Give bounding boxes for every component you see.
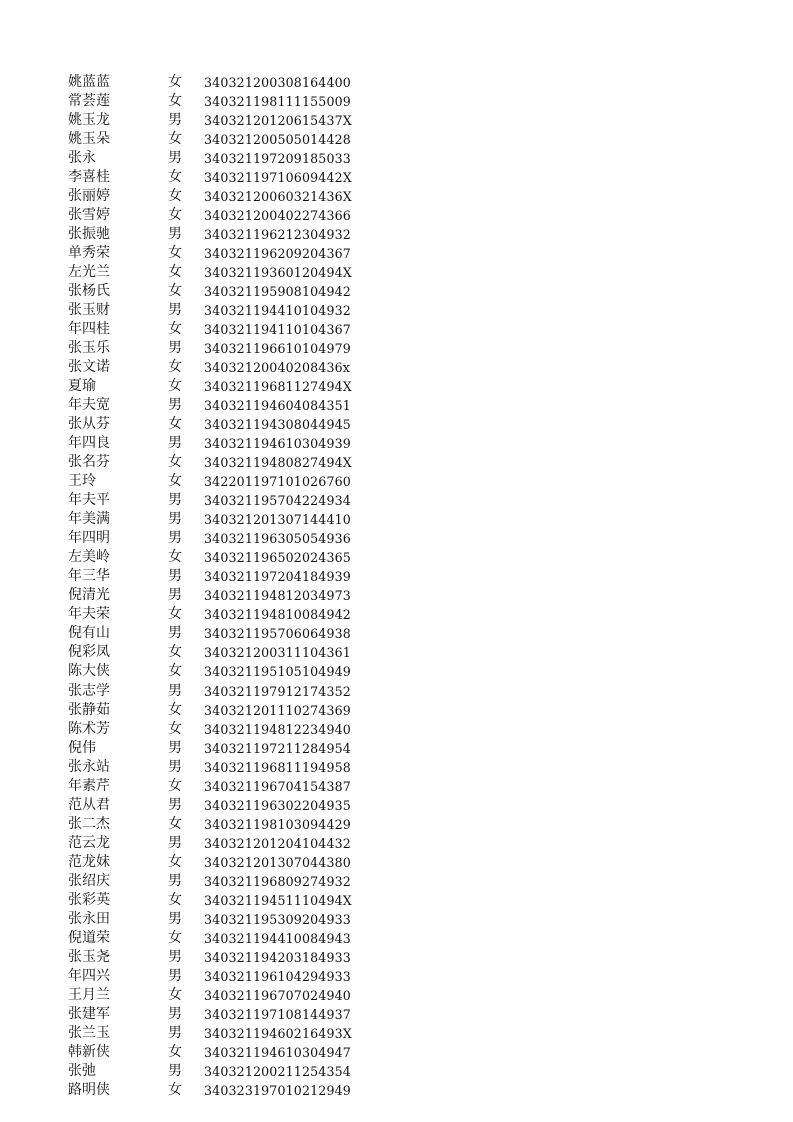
table-row <box>68 739 368 758</box>
id-number-cell: 340321196302204935 <box>204 797 351 813</box>
id-number-cell: 340321194812034973 <box>204 588 351 604</box>
id-number-cell: 340321196610104979 <box>204 341 351 357</box>
name-cell: 倪清光 <box>68 587 110 604</box>
gender-cell: 男 <box>168 1005 182 1022</box>
gender-cell: 女 <box>168 1081 182 1098</box>
gender-cell: 男 <box>168 1062 182 1079</box>
name-cell: 张杨氏 <box>68 283 110 300</box>
id-number-cell: 340321196209204367 <box>204 246 351 262</box>
gender-cell: 男 <box>168 397 182 414</box>
table-row <box>68 320 368 339</box>
gender-cell: 男 <box>168 834 182 851</box>
name-cell: 张永田 <box>68 910 110 927</box>
name-cell: 年四良 <box>68 435 110 452</box>
name-cell: 张彩英 <box>68 891 110 908</box>
name-cell: 年素芹 <box>68 777 110 794</box>
name-cell: 年三华 <box>68 568 110 585</box>
table-row <box>68 834 368 853</box>
table-row <box>68 720 368 739</box>
name-cell: 姚蓝蓝 <box>68 74 110 90</box>
name-cell: 年夫平 <box>68 492 110 509</box>
gender-cell: 男 <box>168 340 182 357</box>
id-number-cell: 340321194610304939 <box>204 436 351 452</box>
id-number-cell: 340321197204184939 <box>204 569 351 585</box>
gender-cell: 女 <box>168 777 182 794</box>
name-cell: 年夫宽 <box>68 397 110 414</box>
gender-cell: 男 <box>168 568 182 585</box>
gender-cell: 女 <box>168 1043 182 1060</box>
name-cell: 张兰玉 <box>68 1024 110 1041</box>
id-number-cell: 340321195105104949 <box>204 664 351 680</box>
gender-cell: 男 <box>168 796 182 813</box>
gender-cell: 女 <box>168 929 182 946</box>
name-cell: 张振驰 <box>68 226 110 243</box>
table-row <box>68 948 368 967</box>
gender-cell: 女 <box>168 549 182 566</box>
gender-cell: 男 <box>168 739 182 756</box>
id-number-cell: 34032120120615437X <box>204 113 352 129</box>
name-cell: 常荟莲 <box>68 93 110 110</box>
gender-cell: 男 <box>168 511 182 528</box>
table-row <box>68 662 368 681</box>
name-cell: 张弛 <box>68 1062 96 1079</box>
id-number-cell: 340321195309204933 <box>204 911 351 927</box>
id-number-cell: 34032120060321436X <box>204 189 352 205</box>
name-cell: 倪伟 <box>68 739 96 756</box>
gender-cell: 女 <box>168 283 182 300</box>
id-number-cell: 34032119710609442X <box>204 170 352 186</box>
id-number-cell: 340321200402274366 <box>204 208 351 224</box>
table-row <box>68 396 368 415</box>
id-number-cell: 34032119360120494X <box>204 265 352 281</box>
name-cell: 左光兰 <box>68 264 110 281</box>
id-number-cell: 340323197010212949 <box>204 1082 351 1098</box>
table-row <box>68 1024 368 1043</box>
table-row <box>68 206 368 225</box>
id-number-cell: 340321200311104361 <box>204 645 351 661</box>
gender-cell: 男 <box>168 967 182 984</box>
name-cell: 王月兰 <box>68 986 110 1003</box>
name-cell: 张雪婷 <box>68 207 110 224</box>
gender-cell: 女 <box>168 663 182 680</box>
name-cell: 张绍庆 <box>68 872 110 889</box>
gender-cell: 男 <box>168 587 182 604</box>
gender-cell: 男 <box>168 492 182 509</box>
table-row <box>68 415 368 434</box>
table-row <box>68 149 368 168</box>
table-row <box>68 548 368 567</box>
gender-cell: 男 <box>168 758 182 775</box>
name-cell: 范龙妹 <box>68 853 110 870</box>
table-row <box>68 1005 368 1024</box>
name-cell: 张永 <box>68 150 96 167</box>
table-row <box>68 643 368 662</box>
id-number-cell: 340321194308044945 <box>204 417 351 433</box>
id-number-cell: 340321198111155009 <box>204 94 351 110</box>
id-number-cell: 340321195706064938 <box>204 626 351 642</box>
table-row <box>68 1081 368 1100</box>
name-cell: 夏瑜 <box>68 378 96 395</box>
table-row <box>68 567 368 586</box>
name-cell: 姚玉朵 <box>68 131 110 148</box>
id-number-cell: 340321196811194958 <box>204 759 351 775</box>
table-row <box>68 510 368 529</box>
gender-cell: 男 <box>168 625 182 642</box>
id-number-cell: 34032119460216493X <box>204 1025 352 1041</box>
table-row <box>68 682 368 701</box>
table-row <box>68 187 368 206</box>
gender-cell: 男 <box>168 435 182 452</box>
name-cell: 张玉乐 <box>68 340 110 357</box>
gender-cell: 男 <box>168 150 182 167</box>
table-row <box>68 73 368 92</box>
gender-cell: 女 <box>168 321 182 338</box>
id-number-cell: 340321194604084351 <box>204 398 351 414</box>
name-cell: 张文诺 <box>68 359 110 376</box>
name-cell: 范从君 <box>68 796 110 813</box>
id-number-cell: 340321200308164400 <box>204 75 351 90</box>
id-number-cell: 340321194110104367 <box>204 322 351 338</box>
gender-cell: 女 <box>168 207 182 224</box>
gender-cell: 女 <box>168 701 182 718</box>
gender-cell: 男 <box>168 872 182 889</box>
table-row <box>68 872 368 891</box>
gender-cell: 男 <box>168 1024 182 1041</box>
table-row <box>68 624 368 643</box>
records-table <box>68 73 368 1100</box>
id-number-cell: 340321196707024940 <box>204 987 351 1003</box>
table-row <box>68 491 368 510</box>
id-number-cell: 340321194812234940 <box>204 721 351 737</box>
id-number-cell: 340321197912174352 <box>204 683 351 699</box>
name-cell: 左美岭 <box>68 549 110 566</box>
gender-cell: 女 <box>168 454 182 471</box>
table-row <box>68 586 368 605</box>
gender-cell: 女 <box>168 891 182 908</box>
gender-cell: 女 <box>168 169 182 186</box>
name-cell: 张丽婷 <box>68 188 110 205</box>
name-cell: 倪有山 <box>68 625 110 642</box>
name-cell: 张建军 <box>68 1005 110 1022</box>
name-cell: 年四桂 <box>68 321 110 338</box>
table-row <box>68 453 368 472</box>
name-cell: 陈大侠 <box>68 663 110 680</box>
id-number-cell: 340321201204104432 <box>204 835 351 851</box>
id-number-cell: 340321194410084943 <box>204 930 351 946</box>
gender-cell: 男 <box>168 530 182 547</box>
gender-cell: 男 <box>168 682 182 699</box>
table-row <box>68 986 368 1005</box>
name-cell: 倪道荣 <box>68 929 110 946</box>
id-number-cell: 34032120040208436x <box>204 360 351 376</box>
id-number-cell: 34032119480827494X <box>204 455 352 471</box>
table-row <box>68 130 368 149</box>
name-cell: 年四兴 <box>68 967 110 984</box>
gender-cell: 男 <box>168 302 182 319</box>
name-cell: 李喜桂 <box>68 169 110 186</box>
table-row <box>68 377 368 396</box>
gender-cell: 女 <box>168 93 182 110</box>
name-cell: 张静茹 <box>68 701 110 718</box>
name-cell: 张名芬 <box>68 454 110 471</box>
name-cell: 张玉财 <box>68 302 110 319</box>
table-row <box>68 168 368 187</box>
gender-cell: 男 <box>168 112 182 129</box>
name-cell: 年夫荣 <box>68 606 110 623</box>
gender-cell: 女 <box>168 815 182 832</box>
id-number-cell: 340321196502024365 <box>204 550 351 566</box>
name-cell: 陈术芳 <box>68 720 110 737</box>
table-row <box>68 1043 368 1062</box>
id-number-cell: 340321201110274369 <box>204 702 351 718</box>
name-cell: 路明侠 <box>68 1081 110 1098</box>
table-row <box>68 815 368 834</box>
gender-cell: 女 <box>168 416 182 433</box>
gender-cell: 男 <box>168 910 182 927</box>
gender-cell: 男 <box>168 226 182 243</box>
table-row <box>68 929 368 948</box>
gender-cell: 女 <box>168 188 182 205</box>
gender-cell: 女 <box>168 359 182 376</box>
id-number-cell: 34032119451110494X <box>204 892 352 908</box>
id-number-cell: 340321196809274932 <box>204 873 351 889</box>
id-number-cell: 340321196305054936 <box>204 531 351 547</box>
table-row <box>68 605 368 624</box>
table-row <box>68 967 368 986</box>
gender-cell: 女 <box>168 245 182 262</box>
id-number-cell: 340321195704224934 <box>204 493 351 509</box>
id-number-cell: 340321194410104932 <box>204 303 351 319</box>
table-row <box>68 701 368 720</box>
name-cell: 单秀荣 <box>68 245 110 262</box>
id-number-cell: 340321200211254354 <box>204 1063 351 1079</box>
name-cell: 年美满 <box>68 511 110 528</box>
id-number-cell: 342201197101026760 <box>204 474 351 490</box>
name-cell: 张志学 <box>68 682 110 699</box>
name-cell: 张从芬 <box>68 416 110 433</box>
id-number-cell: 340321194203184933 <box>204 949 351 965</box>
table-row <box>68 225 368 244</box>
table-row <box>68 244 368 263</box>
table-row <box>68 92 368 111</box>
gender-cell: 女 <box>168 264 182 281</box>
table-row <box>68 301 368 320</box>
gender-cell: 男 <box>168 948 182 965</box>
table-row <box>68 282 368 301</box>
name-cell: 范云龙 <box>68 834 110 851</box>
name-cell: 张玉尧 <box>68 948 110 965</box>
id-number-cell: 34032119681127494X <box>204 379 352 395</box>
gender-cell: 女 <box>168 74 182 90</box>
gender-cell: 女 <box>168 986 182 1003</box>
name-cell: 韩新侠 <box>68 1043 110 1060</box>
table-row <box>68 796 368 815</box>
name-cell: 姚玉龙 <box>68 112 110 129</box>
id-number-cell: 340321194610304947 <box>204 1044 351 1060</box>
table-row <box>68 758 368 777</box>
gender-cell: 女 <box>168 606 182 623</box>
table-row <box>68 853 368 872</box>
gender-cell: 女 <box>168 720 182 737</box>
gender-cell: 女 <box>168 853 182 870</box>
table-row <box>68 891 368 910</box>
name-cell: 张二杰 <box>68 815 110 832</box>
id-number-cell: 340321194810084942 <box>204 607 351 623</box>
table-row <box>68 1062 368 1081</box>
id-number-cell: 340321196212304932 <box>204 227 351 243</box>
table-row <box>68 358 368 377</box>
gender-cell: 女 <box>168 131 182 148</box>
id-number-cell: 340321201307044380 <box>204 854 351 870</box>
id-number-cell: 340321197209185033 <box>204 151 351 167</box>
table-row <box>68 263 368 282</box>
id-number-cell: 340321195908104942 <box>204 284 351 300</box>
name-cell: 年四明 <box>68 530 110 547</box>
id-number-cell: 340321198103094429 <box>204 816 351 832</box>
gender-cell: 女 <box>168 644 182 661</box>
id-number-cell: 340321201307144410 <box>204 512 351 528</box>
name-cell: 倪彩凤 <box>68 644 110 661</box>
table-row <box>68 434 368 453</box>
table-row <box>68 777 368 796</box>
name-cell: 王玲 <box>68 473 96 490</box>
table-row <box>68 339 368 358</box>
table-row <box>68 910 368 929</box>
id-number-cell: 340321197108144937 <box>204 1006 351 1022</box>
gender-cell: 女 <box>168 473 182 490</box>
gender-cell: 女 <box>168 378 182 395</box>
table-row <box>68 529 368 548</box>
id-number-cell: 340321197211284954 <box>204 740 351 756</box>
name-cell: 张永站 <box>68 758 110 775</box>
table-row <box>68 111 368 130</box>
id-number-cell: 340321196704154387 <box>204 778 351 794</box>
id-number-cell: 340321196104294933 <box>204 968 351 984</box>
id-number-cell: 340321200505014428 <box>204 132 351 148</box>
table-row <box>68 472 368 491</box>
